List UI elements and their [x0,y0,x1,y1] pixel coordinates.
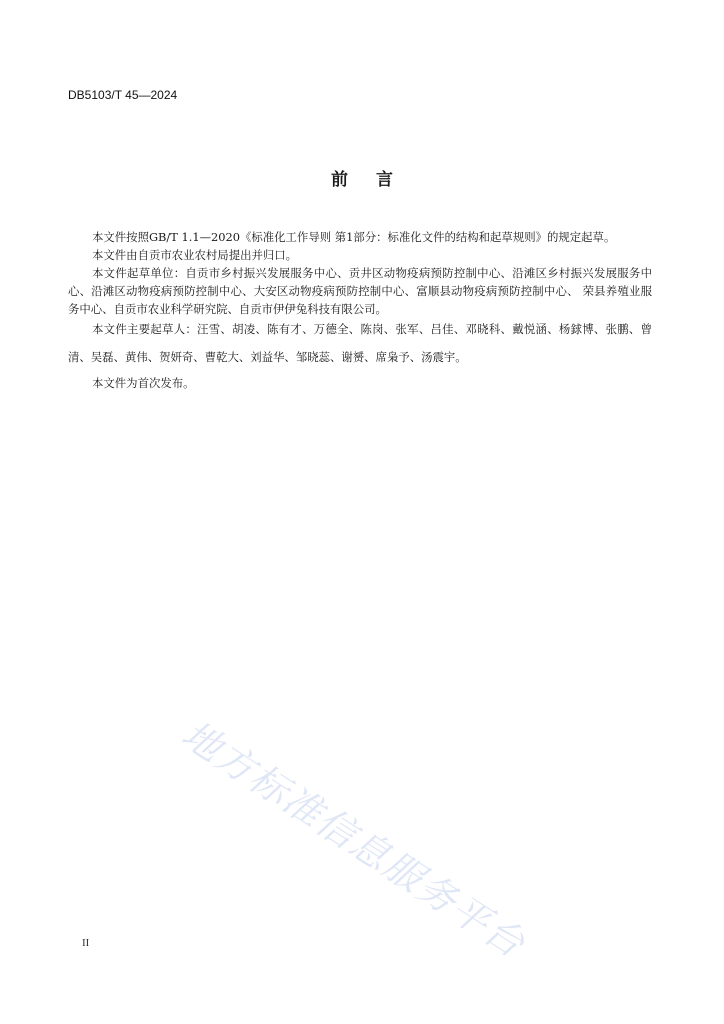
page-number: II [82,937,90,949]
paragraph-drafting-basis: 本文件按照GB/T 1.1—2020《标准化工作导则 第1部分：标准化文件的结构和起草规则》的规定起草。 [92,230,616,244]
paragraph-drafting-units: 本文件起草单位：自贡市乡村振兴发展服务中心、贡井区动物疫病预防控制中心、沿滩区乡村振兴发展服务中心、沿滩区动物疫病预防控制中心、大安区动物疫病预防控制中心、富顺县动物疫病预防控制中心、 荣县养殖业服务中心、自贡市农业科学研究院、自贡市伊伊兔科技有限公司。 [68,266,652,316]
page-title: 前言 [331,170,421,190]
paragraph-proposer: 本文件由自贡市农业农村局提出并归口。 [92,248,298,262]
foreword-body [68,228,652,392]
document-code: DB5103/T 45—2024 [68,88,178,102]
watermark: 地方标准信息服务平台 [174,711,534,967]
paragraph-main-drafters: 本文件主要起草人：汪雪、胡凌、陈有才、万德全、陈岗、张军、吕佳、邓晓科、戴悦涵、杨銶博、张鹏、曾清、吴磊、黄伟、贺妍奇、曹乾大、刘益华、邹晓蕊、谢赟、席枭予、汤震宇。 [68,322,652,364]
paragraph-first-release: 本文件为首次发布。 [92,376,195,390]
